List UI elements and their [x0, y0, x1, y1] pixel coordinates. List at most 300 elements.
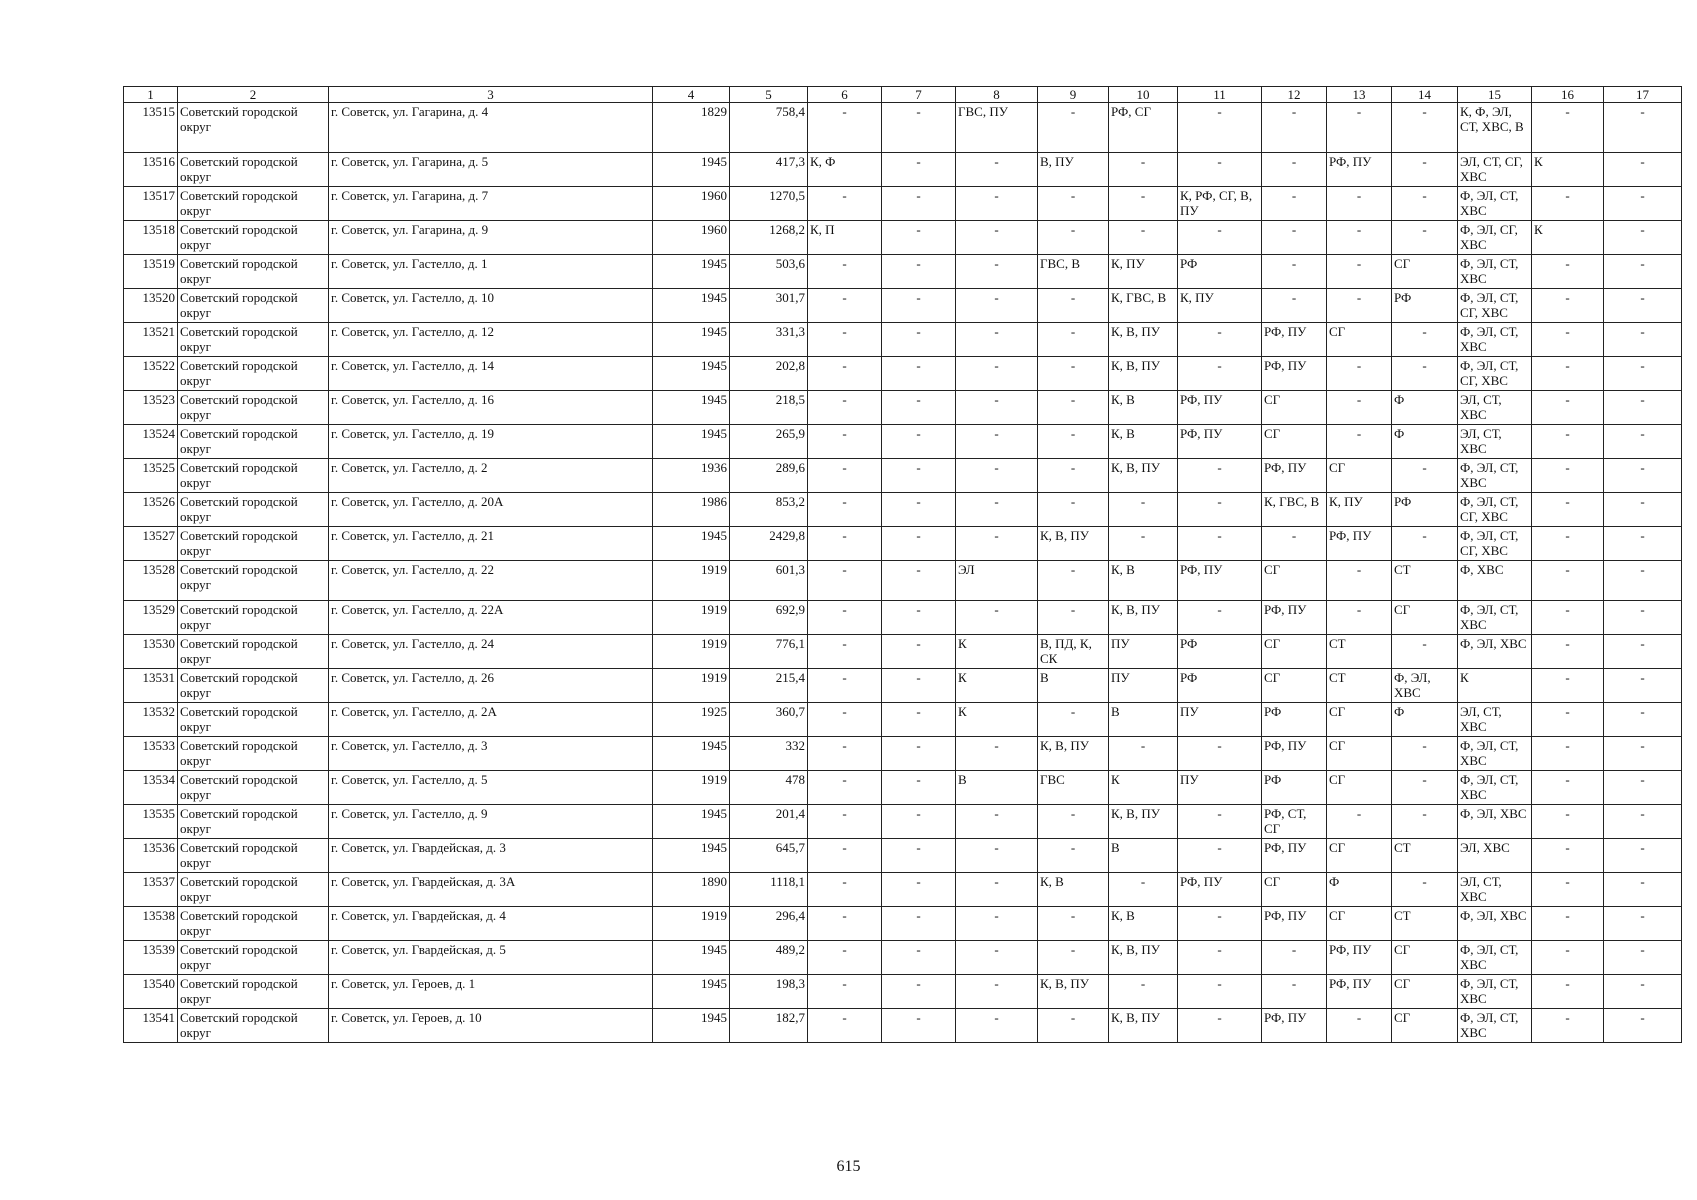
table-cell-col-8: - [956, 289, 1038, 323]
table-cell-col-15: Ф, ЭЛ, ХВС [1458, 635, 1532, 669]
table-cell-col-14: - [1392, 221, 1458, 255]
table-cell-col-7: - [882, 669, 956, 703]
table-cell-col-7: - [882, 391, 956, 425]
table-cell-col-7: - [882, 1009, 956, 1043]
column-header-3: 3 [329, 87, 653, 103]
table-cell-col-15: Ф, ЭЛ, СГ, ХВС [1458, 221, 1532, 255]
table-cell-col-16: - [1532, 255, 1604, 289]
table-cell-col-12: СГ [1262, 635, 1327, 669]
table-cell-col-6: - [808, 907, 882, 941]
table-cell-col-3: г. Советск, ул. Гастелло, д. 9 [329, 805, 653, 839]
table-cell-col-7: - [882, 839, 956, 873]
table-cell-col-15: Ф, ЭЛ, ХВС [1458, 805, 1532, 839]
table-row [124, 907, 1682, 941]
table-cell-col-5: 503,6 [730, 255, 808, 289]
table-cell-col-15: ЭЛ, ХВС [1458, 839, 1532, 873]
table-cell-col-7: - [882, 975, 956, 1009]
table-cell-col-15: Ф, ЭЛ, СТ, ХВС [1458, 255, 1532, 289]
table-cell-col-13: СГ [1327, 703, 1392, 737]
table-cell-col-1: 13539 [124, 941, 178, 975]
table-cell-col-12: - [1262, 975, 1327, 1009]
table-cell-col-9: - [1038, 805, 1109, 839]
table-cell-col-1: 13528 [124, 561, 178, 601]
table-cell-col-5: 215,4 [730, 669, 808, 703]
table-cell-col-14: - [1392, 103, 1458, 153]
table-cell-col-6: - [808, 771, 882, 805]
table-cell-col-1: 13521 [124, 323, 178, 357]
column-header-10: 10 [1109, 87, 1178, 103]
table-cell-col-10: К, В, ПУ [1109, 459, 1178, 493]
table-cell-col-9: - [1038, 289, 1109, 323]
table-cell-col-6: - [808, 1009, 882, 1043]
table-cell-col-10: К, В, ПУ [1109, 357, 1178, 391]
table-cell-col-11: ПУ [1178, 703, 1262, 737]
table-cell-col-3: г. Советск, ул. Гагарина, д. 4 [329, 103, 653, 153]
table-cell-col-5: 331,3 [730, 323, 808, 357]
housing-registry-table [123, 86, 1682, 1043]
table-cell-col-11: РФ [1178, 635, 1262, 669]
column-header-13: 13 [1327, 87, 1392, 103]
table-cell-col-11: РФ [1178, 255, 1262, 289]
table-cell-col-6: - [808, 561, 882, 601]
table-cell-col-1: 13522 [124, 357, 178, 391]
table-cell-col-3: г. Советск, ул. Гагарина, д. 9 [329, 221, 653, 255]
table-cell-col-2: Советский городской округ [178, 103, 329, 153]
table-cell-col-5: 201,4 [730, 805, 808, 839]
table-row [124, 703, 1682, 737]
table-cell-col-9: - [1038, 357, 1109, 391]
table-cell-col-9: К, В, ПУ [1038, 975, 1109, 1009]
table-cell-col-7: - [882, 425, 956, 459]
table-cell-col-13: СТ [1327, 669, 1392, 703]
table-cell-col-8: - [956, 1009, 1038, 1043]
table-cell-col-13: - [1327, 357, 1392, 391]
table-cell-col-3: г. Советск, ул. Гастелло, д. 3 [329, 737, 653, 771]
table-cell-col-9: - [1038, 907, 1109, 941]
table-cell-col-13: - [1327, 289, 1392, 323]
table-cell-col-1: 13520 [124, 289, 178, 323]
table-cell-col-16: - [1532, 703, 1604, 737]
column-header-17: 17 [1604, 87, 1682, 103]
table-cell-col-9: - [1038, 839, 1109, 873]
table-row [124, 153, 1682, 187]
table-cell-col-12: СГ [1262, 873, 1327, 907]
table-cell-col-9: В [1038, 669, 1109, 703]
table-cell-col-3: г. Советск, ул. Гастелло, д. 16 [329, 391, 653, 425]
table-cell-col-13: Ф [1327, 873, 1392, 907]
table-row [124, 493, 1682, 527]
table-cell-col-10: К, В, ПУ [1109, 805, 1178, 839]
table-cell-col-2: Советский городской округ [178, 873, 329, 907]
table-cell-col-4: 1945 [653, 357, 730, 391]
table-cell-col-5: 182,7 [730, 1009, 808, 1043]
table-cell-col-2: Советский городской округ [178, 1009, 329, 1043]
column-header-15: 15 [1458, 87, 1532, 103]
table-cell-col-8: - [956, 527, 1038, 561]
table-cell-col-1: 13541 [124, 1009, 178, 1043]
table-cell-col-11: - [1178, 527, 1262, 561]
table-cell-col-5: 265,9 [730, 425, 808, 459]
table-cell-col-3: г. Советск, ул. Гастелло, д. 5 [329, 771, 653, 805]
table-cell-col-8: - [956, 425, 1038, 459]
table-cell-col-3: г. Советск, ул. Гвардейская, д. 3 [329, 839, 653, 873]
table-cell-col-10: К, В [1109, 391, 1178, 425]
table-row [124, 255, 1682, 289]
table-row [124, 873, 1682, 907]
table-cell-col-8: - [956, 805, 1038, 839]
table-cell-col-14: - [1392, 771, 1458, 805]
column-header-1: 1 [124, 87, 178, 103]
table-cell-col-8: - [956, 459, 1038, 493]
table-cell-col-11: - [1178, 1009, 1262, 1043]
table-cell-col-13: СТ [1327, 635, 1392, 669]
table-cell-col-4: 1986 [653, 493, 730, 527]
table-cell-col-8: - [956, 323, 1038, 357]
table-row [124, 737, 1682, 771]
table-cell-col-9: - [1038, 1009, 1109, 1043]
table-cell-col-2: Советский городской округ [178, 805, 329, 839]
table-cell-col-16: - [1532, 601, 1604, 635]
table-cell-col-4: 1945 [653, 805, 730, 839]
table-cell-col-12: РФ, ПУ [1262, 907, 1327, 941]
table-cell-col-3: г. Советск, ул. Гастелло, д. 22А [329, 601, 653, 635]
table-cell-col-17: - [1604, 103, 1682, 153]
table-cell-col-6: - [808, 103, 882, 153]
table-row [124, 289, 1682, 323]
table-cell-col-3: г. Советск, ул. Гастелло, д. 10 [329, 289, 653, 323]
table-cell-col-8: К [956, 635, 1038, 669]
table-cell-col-6: - [808, 357, 882, 391]
table-cell-col-14: Ф [1392, 703, 1458, 737]
table-cell-col-13: СГ [1327, 459, 1392, 493]
table-cell-col-10: - [1109, 737, 1178, 771]
table-cell-col-1: 13526 [124, 493, 178, 527]
table-cell-col-14: Ф [1392, 425, 1458, 459]
table-cell-col-15: Ф, ЭЛ, СТ, СГ, ХВС [1458, 493, 1532, 527]
table-cell-col-12: - [1262, 289, 1327, 323]
table-cell-col-1: 13537 [124, 873, 178, 907]
table-cell-col-4: 1945 [653, 839, 730, 873]
table-cell-col-2: Советский городской округ [178, 527, 329, 561]
table-cell-col-14: СГ [1392, 941, 1458, 975]
table-cell-col-13: СГ [1327, 839, 1392, 873]
table-cell-col-1: 13523 [124, 391, 178, 425]
table-cell-col-8: - [956, 941, 1038, 975]
table-cell-col-5: 489,2 [730, 941, 808, 975]
table-cell-col-11: ПУ [1178, 771, 1262, 805]
table-row [124, 357, 1682, 391]
table-cell-col-6: - [808, 737, 882, 771]
table-cell-col-12: - [1262, 941, 1327, 975]
table-cell-col-15: Ф, ЭЛ, СТ, СГ, ХВС [1458, 289, 1532, 323]
table-cell-col-3: г. Советск, ул. Гастелло, д. 12 [329, 323, 653, 357]
table-cell-col-16: - [1532, 391, 1604, 425]
table-cell-col-10: В [1109, 703, 1178, 737]
table-cell-col-15: Ф, ЭЛ, СТ, ХВС [1458, 941, 1532, 975]
table-cell-col-12: - [1262, 187, 1327, 221]
table-cell-col-13: - [1327, 601, 1392, 635]
table-cell-col-9: - [1038, 561, 1109, 601]
table-cell-col-15: Ф, ЭЛ, СТ, ХВС [1458, 323, 1532, 357]
table-cell-col-12: СГ [1262, 425, 1327, 459]
table-cell-col-7: - [882, 805, 956, 839]
table-cell-col-6: - [808, 975, 882, 1009]
table-cell-col-6: - [808, 941, 882, 975]
table-cell-col-17: - [1604, 975, 1682, 1009]
table-cell-col-9: - [1038, 221, 1109, 255]
table-cell-col-15: К, Ф, ЭЛ, СТ, ХВС, В [1458, 103, 1532, 153]
table-cell-col-6: - [808, 323, 882, 357]
table-cell-col-15: ЭЛ, СТ, ХВС [1458, 425, 1532, 459]
table-cell-col-14: - [1392, 323, 1458, 357]
table-row [124, 527, 1682, 561]
table-cell-col-7: - [882, 459, 956, 493]
table-cell-col-15: Ф, ЭЛ, СТ, ХВС [1458, 459, 1532, 493]
table-cell-col-11: - [1178, 941, 1262, 975]
table-cell-col-7: - [882, 703, 956, 737]
table-cell-col-1: 13517 [124, 187, 178, 221]
table-cell-col-8: - [956, 391, 1038, 425]
table-cell-col-8: - [956, 255, 1038, 289]
table-cell-col-11: - [1178, 737, 1262, 771]
table-cell-col-17: - [1604, 771, 1682, 805]
table-cell-col-15: Ф, ЭЛ, СТ, ХВС [1458, 975, 1532, 1009]
table-cell-col-4: 1960 [653, 221, 730, 255]
table-cell-col-17: - [1604, 839, 1682, 873]
table-cell-col-4: 1829 [653, 103, 730, 153]
table-cell-col-2: Советский городской округ [178, 323, 329, 357]
column-header-7: 7 [882, 87, 956, 103]
table-cell-col-6: - [808, 839, 882, 873]
table-cell-col-7: - [882, 103, 956, 153]
table-cell-col-5: 645,7 [730, 839, 808, 873]
table-cell-col-12: СГ [1262, 561, 1327, 601]
table-cell-col-2: Советский городской округ [178, 907, 329, 941]
table-cell-col-2: Советский городской округ [178, 975, 329, 1009]
table-cell-col-12: СГ [1262, 391, 1327, 425]
table-cell-col-2: Советский городской округ [178, 221, 329, 255]
table-cell-col-14: - [1392, 153, 1458, 187]
table-cell-col-16: - [1532, 459, 1604, 493]
table-cell-col-2: Советский городской округ [178, 839, 329, 873]
table-cell-col-11: РФ [1178, 669, 1262, 703]
table-cell-col-10: К, В, ПУ [1109, 941, 1178, 975]
table-cell-col-9: - [1038, 425, 1109, 459]
table-cell-col-14: СГ [1392, 601, 1458, 635]
table-cell-col-5: 332 [730, 737, 808, 771]
table-cell-col-13: - [1327, 391, 1392, 425]
table-cell-col-13: РФ, ПУ [1327, 975, 1392, 1009]
table-cell-col-9: - [1038, 601, 1109, 635]
table-cell-col-7: - [882, 221, 956, 255]
table-cell-col-1: 13538 [124, 907, 178, 941]
table-cell-col-16: К [1532, 153, 1604, 187]
table-cell-col-9: - [1038, 323, 1109, 357]
table-cell-col-10: К, ПУ [1109, 255, 1178, 289]
table-cell-col-7: - [882, 289, 956, 323]
table-cell-col-11: - [1178, 221, 1262, 255]
table-cell-col-12: - [1262, 527, 1327, 561]
column-header-6: 6 [808, 87, 882, 103]
table-cell-col-12: - [1262, 255, 1327, 289]
table-cell-col-16: - [1532, 635, 1604, 669]
table-cell-col-13: - [1327, 187, 1392, 221]
table-cell-col-4: 1919 [653, 561, 730, 601]
table-cell-col-1: 13530 [124, 635, 178, 669]
table-cell-col-16: - [1532, 289, 1604, 323]
table-cell-col-4: 1945 [653, 289, 730, 323]
table-cell-col-16: - [1532, 357, 1604, 391]
table-cell-col-4: 1936 [653, 459, 730, 493]
table-cell-col-14: СГ [1392, 255, 1458, 289]
table-cell-col-17: - [1604, 221, 1682, 255]
table-cell-col-17: - [1604, 737, 1682, 771]
table-cell-col-2: Советский городской округ [178, 187, 329, 221]
table-cell-col-4: 1919 [653, 907, 730, 941]
table-cell-col-2: Советский городской округ [178, 737, 329, 771]
table-cell-col-10: ПУ [1109, 669, 1178, 703]
table-cell-col-4: 1945 [653, 941, 730, 975]
table-row [124, 187, 1682, 221]
column-header-5: 5 [730, 87, 808, 103]
table-row [124, 941, 1682, 975]
table-cell-col-12: РФ, ПУ [1262, 737, 1327, 771]
table-cell-col-11: - [1178, 323, 1262, 357]
table-cell-col-17: - [1604, 561, 1682, 601]
table-cell-col-15: Ф, ЭЛ, СТ, СГ, ХВС [1458, 357, 1532, 391]
table-cell-col-11: РФ, ПУ [1178, 873, 1262, 907]
table-cell-col-1: 13532 [124, 703, 178, 737]
table-row [124, 323, 1682, 357]
table-cell-col-6: - [808, 391, 882, 425]
table-cell-col-16: - [1532, 103, 1604, 153]
table-cell-col-4: 1945 [653, 527, 730, 561]
table-cell-col-10: - [1109, 527, 1178, 561]
table-header [124, 87, 1682, 103]
table-cell-col-9: - [1038, 493, 1109, 527]
table-cell-col-5: 360,7 [730, 703, 808, 737]
table-cell-col-15: Ф, ЭЛ, СТ, ХВС [1458, 771, 1532, 805]
table-cell-col-14: - [1392, 527, 1458, 561]
table-cell-col-17: - [1604, 323, 1682, 357]
table-cell-col-11: РФ, ПУ [1178, 425, 1262, 459]
table-cell-col-4: 1945 [653, 975, 730, 1009]
table-cell-col-6: - [808, 187, 882, 221]
table-cell-col-11: - [1178, 459, 1262, 493]
table-cell-col-8: ГВС, ПУ [956, 103, 1038, 153]
table-cell-col-8: - [956, 737, 1038, 771]
table-cell-col-9: К, В [1038, 873, 1109, 907]
table-cell-col-16: - [1532, 873, 1604, 907]
table-cell-col-14: РФ [1392, 289, 1458, 323]
table-cell-col-2: Советский городской округ [178, 391, 329, 425]
table-cell-col-6: - [808, 255, 882, 289]
table-cell-col-17: - [1604, 527, 1682, 561]
header-row [124, 87, 1682, 103]
table-cell-col-14: - [1392, 635, 1458, 669]
table-cell-col-10: РФ, СГ [1109, 103, 1178, 153]
table-cell-col-3: г. Советск, ул. Гастелло, д. 24 [329, 635, 653, 669]
table-cell-col-6: К, П [808, 221, 882, 255]
table-cell-col-12: РФ [1262, 703, 1327, 737]
table-cell-col-14: - [1392, 459, 1458, 493]
table-cell-col-13: РФ, ПУ [1327, 153, 1392, 187]
table-cell-col-1: 13540 [124, 975, 178, 1009]
table-cell-col-8: - [956, 221, 1038, 255]
table-cell-col-13: - [1327, 425, 1392, 459]
table-cell-col-11: - [1178, 839, 1262, 873]
table-cell-col-16: - [1532, 493, 1604, 527]
table-cell-col-12: - [1262, 153, 1327, 187]
table-cell-col-8: - [956, 153, 1038, 187]
table-cell-col-16: - [1532, 425, 1604, 459]
table-cell-col-11: - [1178, 975, 1262, 1009]
table-cell-col-11: К, ПУ [1178, 289, 1262, 323]
table-cell-col-3: г. Советск, ул. Гастелло, д. 26 [329, 669, 653, 703]
table-cell-col-11: - [1178, 805, 1262, 839]
column-header-12: 12 [1262, 87, 1327, 103]
table-cell-col-3: г. Советск, ул. Гастелло, д. 2 [329, 459, 653, 493]
table-cell-col-5: 296,4 [730, 907, 808, 941]
table-cell-col-15: Ф, ЭЛ, ХВС [1458, 907, 1532, 941]
table-cell-col-8: - [956, 187, 1038, 221]
table-cell-col-4: 1945 [653, 391, 730, 425]
table-cell-col-5: 301,7 [730, 289, 808, 323]
table-cell-col-11: - [1178, 493, 1262, 527]
table-cell-col-5: 601,3 [730, 561, 808, 601]
table-cell-col-11: - [1178, 907, 1262, 941]
table-cell-col-17: - [1604, 255, 1682, 289]
table-cell-col-6: - [808, 703, 882, 737]
table-cell-col-10: К, В [1109, 561, 1178, 601]
table-cell-col-11: - [1178, 357, 1262, 391]
table-cell-col-8: К [956, 669, 1038, 703]
table-cell-col-4: 1945 [653, 1009, 730, 1043]
table-cell-col-2: Советский городской округ [178, 357, 329, 391]
table-cell-col-8: - [956, 907, 1038, 941]
table-cell-col-8: - [956, 357, 1038, 391]
table-cell-col-1: 13534 [124, 771, 178, 805]
table-cell-col-7: - [882, 907, 956, 941]
table-cell-col-11: РФ, ПУ [1178, 561, 1262, 601]
table-cell-col-7: - [882, 635, 956, 669]
table-cell-col-7: - [882, 561, 956, 601]
table-cell-col-15: ЭЛ, СТ, ХВС [1458, 703, 1532, 737]
table-cell-col-5: 692,9 [730, 601, 808, 635]
table-cell-col-12: РФ, ПУ [1262, 459, 1327, 493]
table-cell-col-15: Ф, ХВС [1458, 561, 1532, 601]
table-cell-col-11: РФ, ПУ [1178, 391, 1262, 425]
table-cell-col-13: - [1327, 805, 1392, 839]
table-cell-col-17: - [1604, 601, 1682, 635]
table-cell-col-7: - [882, 255, 956, 289]
table-cell-col-1: 13519 [124, 255, 178, 289]
table-cell-col-10: - [1109, 187, 1178, 221]
table-cell-col-16: - [1532, 1009, 1604, 1043]
table-cell-col-4: 1925 [653, 703, 730, 737]
table-cell-col-11: К, РФ, СГ, В, ПУ [1178, 187, 1262, 221]
table-cell-col-12: РФ, ПУ [1262, 357, 1327, 391]
table-cell-col-9: - [1038, 941, 1109, 975]
table-cell-col-5: 1268,2 [730, 221, 808, 255]
table-cell-col-4: 1945 [653, 425, 730, 459]
table-cell-col-14: - [1392, 805, 1458, 839]
table-cell-col-13: РФ, ПУ [1327, 941, 1392, 975]
table-cell-col-10: - [1109, 493, 1178, 527]
table-cell-col-1: 13529 [124, 601, 178, 635]
table-cell-col-17: - [1604, 635, 1682, 669]
table-cell-col-7: - [882, 357, 956, 391]
